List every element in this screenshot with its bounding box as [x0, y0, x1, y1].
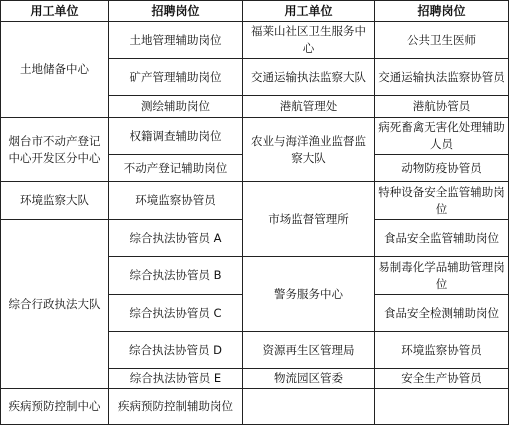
header-row: [1, 1, 509, 22]
position-cell: 综合执法协管员 A: [109, 220, 243, 257]
position-cell: 环境监察协管员: [109, 182, 243, 220]
position-cell: 不动产登记辅助岗位: [109, 155, 243, 182]
position-cell: 港航协管员: [375, 96, 509, 118]
position-cell: 疾病预防控制辅助岗位: [109, 389, 243, 425]
table-row: [1, 389, 509, 425]
unit-fulaishan-health-center: 福莱山社区卫生服务中心: [243, 22, 375, 59]
position-cell: 食品安全检测辅助岗位: [375, 295, 509, 332]
position-cell: 综合执法协管员 D: [109, 332, 243, 369]
unit-resource-recycling-bureau: 资源再生区管理局: [243, 332, 375, 369]
header-position-left: 招聘岗位: [109, 1, 243, 22]
unit-logistics-park-committee: 物流园区管委: [243, 369, 375, 389]
table-row: [1, 182, 509, 220]
position-cell: 动物防疫协管员: [375, 155, 509, 182]
position-cell: 权籍调查辅助岗位: [109, 118, 243, 155]
position-cell: 土地管理辅助岗位: [109, 22, 243, 59]
header-position-right: 招聘岗位: [375, 1, 509, 22]
unit-comprehensive-enforcement: 综合行政执法大队: [1, 220, 109, 389]
unit-market-supervision: 市场监督管理所: [243, 182, 375, 257]
position-cell: 安全生产协管员: [375, 369, 509, 389]
position-cell: 特种设备安全监管辅助岗位: [375, 182, 509, 220]
empty-cell: [375, 389, 509, 425]
unit-fishery-supervision: 农业与海洋渔业监督监察大队: [243, 118, 375, 182]
unit-traffic-enforcement: 交通运输执法监察大队: [243, 59, 375, 96]
unit-real-estate-registration: 烟台市不动产登记中心开发区分中心: [1, 118, 109, 182]
unit-police-service-center: 警务服务中心: [243, 257, 375, 332]
table-row: [1, 22, 509, 59]
position-cell: 公共卫生医师: [375, 22, 509, 59]
unit-land-reserve-center: 土地储备中心: [1, 22, 109, 118]
position-cell: 环境监察协管员: [375, 332, 509, 369]
table-row: [1, 118, 509, 155]
position-cell: 综合执法协管员 B: [109, 257, 243, 295]
unit-disease-control-center: 疾病预防控制中心: [1, 389, 109, 425]
position-cell: 矿产管理辅助岗位: [109, 59, 243, 96]
unit-port-navigation-office: 港航管理处: [243, 96, 375, 118]
position-cell: 综合执法协管员 E: [109, 369, 243, 389]
position-cell: 综合执法协管员 C: [109, 295, 243, 332]
header-unit-right: 用工单位: [243, 1, 375, 22]
unit-environment-inspection: 环境监察大队: [1, 182, 109, 220]
empty-cell: [243, 389, 375, 425]
position-cell: 病死畜禽无害化处理辅助人员: [375, 118, 509, 155]
position-cell: 测绘辅助岗位: [109, 96, 243, 118]
header-unit-left: 用工单位: [1, 1, 109, 22]
position-cell: 食品安全监管辅助岗位: [375, 220, 509, 257]
position-cell: 交通运输执法监察协管员: [375, 59, 509, 96]
position-cell: 易制毒化学品辅助管理岗位: [375, 257, 509, 295]
